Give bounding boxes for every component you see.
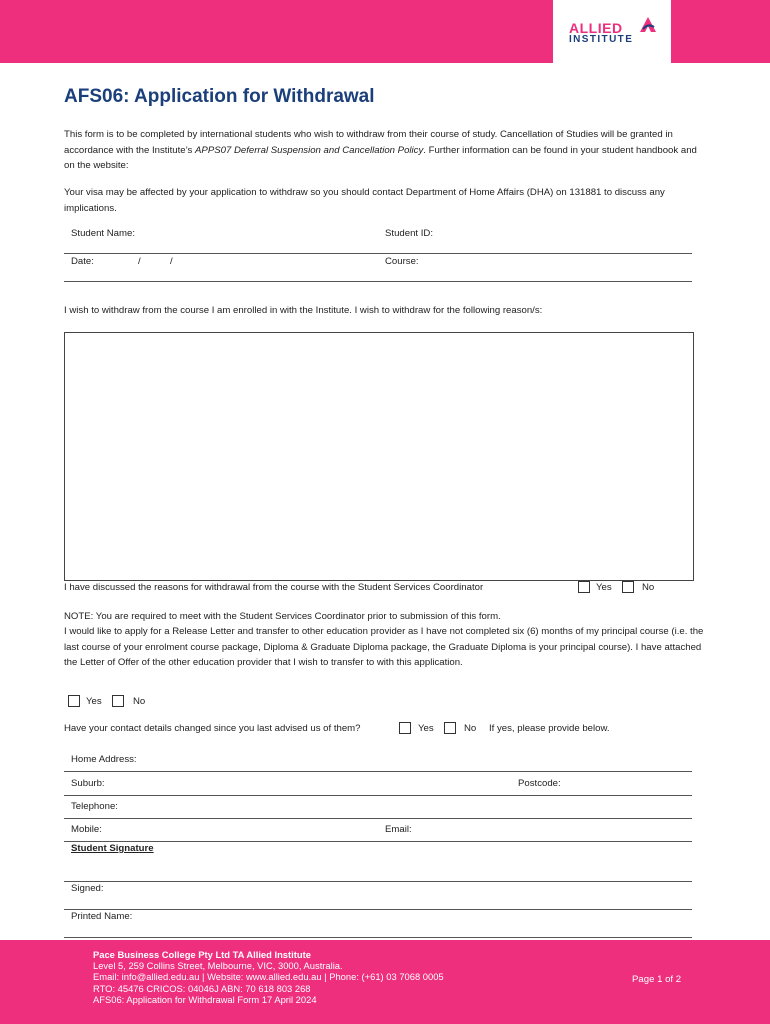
email-label: Email: — [385, 824, 412, 835]
logo-text-institute: INSTITUTE — [569, 34, 634, 45]
mobile-label: Mobile: — [71, 824, 102, 835]
course-label: Course: — [385, 256, 419, 267]
page-number: Page 1 of 2 — [632, 974, 682, 985]
release-yes-label: Yes — [86, 696, 102, 707]
signature-top-line — [64, 881, 692, 882]
footer-details — [93, 949, 444, 1005]
discussed-no-label: No — [642, 582, 655, 593]
telephone-label: Telephone: — [71, 801, 118, 812]
footer-company: Pace Business College Pty Ltd TA Allied Institute — [93, 949, 311, 960]
intro-paragraph — [64, 127, 710, 174]
contact-no-label: No — [464, 723, 477, 734]
signature-heading: Student Signature — [71, 843, 154, 854]
discussed-no-checkbox[interactable] — [622, 581, 634, 593]
telephone-line[interactable] — [64, 818, 692, 819]
date-separator: / — [170, 256, 173, 267]
page-title: AFS06: Application for Withdrawal — [64, 86, 375, 107]
logo-text-allied: ALLIED — [569, 20, 623, 36]
printed-name-line[interactable] — [64, 937, 692, 938]
note-text: NOTE: You are required to meet with the Student Services Coordinator prior to submission of this form. — [64, 611, 501, 622]
footer-contact: Email: info@allied.edu.au | Website: www.allied.edu.au | Phone: (+61) 03 7068 0005 — [93, 971, 444, 983]
postcode-label: Postcode: — [518, 778, 561, 789]
footer-form-ref: AFS06: Application for Withdrawal Form 17 April 2024 — [93, 993, 317, 1005]
contact-changed-question: Have your contact details changed since you last advised us of them? — [64, 723, 361, 734]
contact-yes-label: Yes — [418, 723, 434, 734]
footer-address: Level 5, 259 Collins Street, Melbourne, VIC, 3000, Australia. — [93, 960, 343, 972]
student-name-label: Student Name: — [71, 228, 135, 239]
reason-textarea[interactable] — [64, 332, 694, 581]
discussed-label: I have discussed the reasons for withdrawal from the course with the Student Services Coordinator — [64, 582, 484, 593]
student-name-line[interactable] — [64, 253, 692, 254]
home-address-line[interactable] — [64, 771, 692, 772]
contact-yes-checkbox[interactable] — [399, 722, 411, 734]
intro-text-1: This form is to be completed by international students who wish to withdraw from their course of study. Cancellation of Studies will be granted in accordance with the Institute’s — [64, 129, 673, 156]
policy-reference: APPS07 Deferral Suspension and Cancellation Policy — [195, 144, 424, 156]
footer-registration: RTO: 45476 CRICOS: 04046J ABN: 70 618 803 268 — [93, 982, 311, 994]
logo-mark-icon — [639, 16, 657, 34]
signed-line[interactable] — [64, 909, 692, 910]
student-id-label: Student ID: — [385, 228, 433, 239]
home-address-label: Home Address: — [71, 754, 137, 765]
discussed-yes-label: Yes — [596, 582, 612, 593]
contact-no-checkbox[interactable] — [444, 722, 456, 734]
date-label: Date: — [71, 256, 94, 267]
date-course-line[interactable] — [64, 281, 692, 282]
release-yes-checkbox[interactable] — [68, 695, 80, 707]
contact-hint: If yes, please provide below. — [489, 723, 610, 734]
release-letter-text: I would like to apply for a Release Letter and transfer to other education provider as I have not completed six (6) months of my principal course (i.e. the last course of your enrolment course package, Diploma & Graduate Diploma package, the Graduate Diploma is your principal course). I have attached the Letter of Offer of the other education provider that I wish to transfer to with this application. — [64, 626, 704, 668]
intro-text-2: . Further information can be found in your student handbook and on the website: — [64, 144, 697, 171]
mobile-email-line[interactable] — [64, 841, 692, 842]
reason-prompt: I wish to withdraw from the course I am enrolled in with the Institute. I wish to withdraw for the following reason/s: — [64, 305, 543, 316]
date-separator: / — [138, 256, 141, 267]
printed-name-label: Printed Name: — [71, 911, 133, 922]
footer — [0, 940, 770, 1024]
release-no-label: No — [133, 696, 146, 707]
suburb-label: Suburb: — [71, 778, 105, 789]
signed-label: Signed: — [71, 883, 104, 894]
release-no-checkbox[interactable] — [112, 695, 124, 707]
suburb-postcode-line[interactable] — [64, 795, 692, 796]
discussed-yes-checkbox[interactable] — [578, 581, 590, 593]
logo — [553, 0, 671, 63]
visa-note: Your visa may be affected by your application to withdraw so you should contact Department of Home Affairs (DHA) on 131881 to discuss any implications. — [64, 187, 665, 214]
